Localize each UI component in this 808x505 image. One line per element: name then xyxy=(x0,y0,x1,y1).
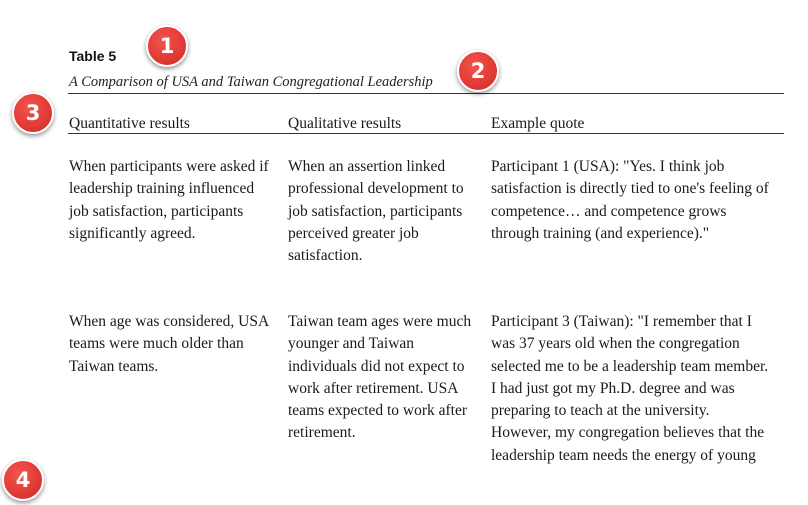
annotation-badge-1: 1 xyxy=(146,25,188,67)
annotation-badge-3: 3 xyxy=(12,92,54,134)
header-rule xyxy=(68,133,784,134)
table-top-rule xyxy=(68,93,784,94)
row1-quantitative-cell: When participants were asked if leadership training influenced job satisfaction, participants significantly agreed. xyxy=(69,158,269,242)
table-label: Table 5 xyxy=(69,48,117,64)
column-header-example-quote: Example quote xyxy=(491,115,585,132)
row2-quote-cell: Participant 3 (Taiwan): "I remember that I was 37 years old when the congregation selected me to be a leadership team member. I had just got my Ph.D. degree and was preparing to teach at the university. However, my congregation believes that the leadership team needs the energy of young xyxy=(491,313,769,464)
annotation-badge-2: 2 xyxy=(457,50,499,92)
column-header-quantitative: Quantitative results xyxy=(69,115,190,132)
row1-qualitative-cell: When an assertion linked professional development to job satisfaction, participants perceived greater job satisfaction. xyxy=(288,158,464,265)
annotation-badge-4: 4 xyxy=(2,459,44,501)
row2-quantitative-cell: When age was considered, USA teams were much older than Taiwan teams. xyxy=(69,313,270,375)
table-title: A Comparison of USA and Taiwan Congregational Leadership xyxy=(69,74,433,90)
row1-quote-cell: Participant 1 (USA): "Yes. I think job satisfaction is directly tied to one's feeling of competence… and competence grows through training (and experience)." xyxy=(491,158,769,242)
column-header-qualitative: Qualitative results xyxy=(288,115,402,132)
row2-qualitative-cell: Taiwan team ages were much younger and Taiwan individuals did not expect to work after retirement. USA teams expected to work after retirement. xyxy=(288,313,472,442)
